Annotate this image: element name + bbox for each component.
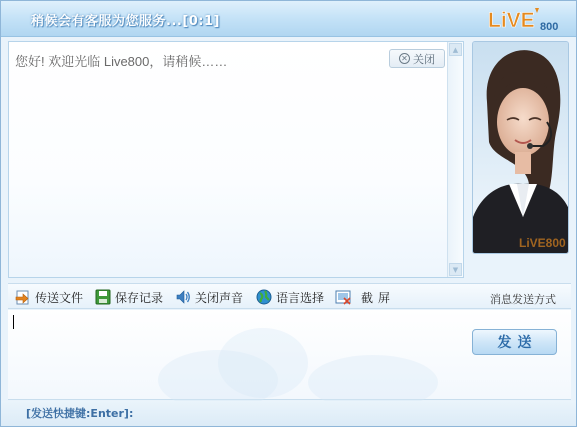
photo-watermark: LiVE800 [519, 236, 566, 250]
send-file-label: 传送文件 [35, 290, 84, 305]
screenshot-label: 截屏 [361, 290, 396, 305]
title-bar [1, 1, 576, 37]
send-file-icon [15, 289, 31, 305]
live800-logo [486, 5, 566, 33]
send-shortcut-hint: [发送快捷键:Enter]: [26, 407, 134, 420]
toolbar [8, 283, 571, 309]
message-input-area [8, 310, 571, 400]
text-caret [13, 315, 14, 329]
close-notice-button[interactable] [389, 49, 445, 68]
screenshot-button[interactable] [335, 287, 395, 307]
agent-photo [472, 41, 569, 254]
language-select-label: 语言选择 [276, 290, 325, 305]
message-input[interactable] [11, 312, 456, 396]
speaker-icon [175, 289, 191, 305]
logo-main-text: LiVE [488, 9, 535, 32]
save-record-label: 保存记录 [115, 290, 164, 305]
send-button[interactable]: 发送 [472, 329, 557, 355]
screenshot-icon [335, 289, 351, 305]
close-circle-icon: ✕ [399, 53, 410, 64]
scroll-down-icon[interactable]: ▼ [449, 263, 462, 276]
send-file-button[interactable] [15, 287, 83, 307]
chat-history-panel[interactable] [8, 41, 464, 278]
globe-icon [256, 289, 272, 305]
close-notice-label: 关闭 [413, 52, 435, 66]
send-mode-button[interactable]: 消息发送方式 [490, 293, 556, 306]
window-title: 稍候会有客服为您服务...[0:1] [31, 14, 220, 29]
save-floppy-icon [95, 289, 111, 305]
save-record-button[interactable] [95, 287, 163, 307]
chat-scrollbar[interactable] [447, 42, 463, 277]
mute-sound-button[interactable] [175, 287, 243, 307]
scroll-up-icon[interactable]: ▲ [449, 43, 462, 56]
logo-sub-text: 800 [540, 21, 559, 33]
footer [1, 401, 576, 426]
welcome-message: 您好! 欢迎光临 Live800，请稍候…… [15, 54, 228, 69]
language-select-button[interactable] [256, 287, 324, 307]
mute-sound-label: 关闭声音 [195, 290, 244, 305]
